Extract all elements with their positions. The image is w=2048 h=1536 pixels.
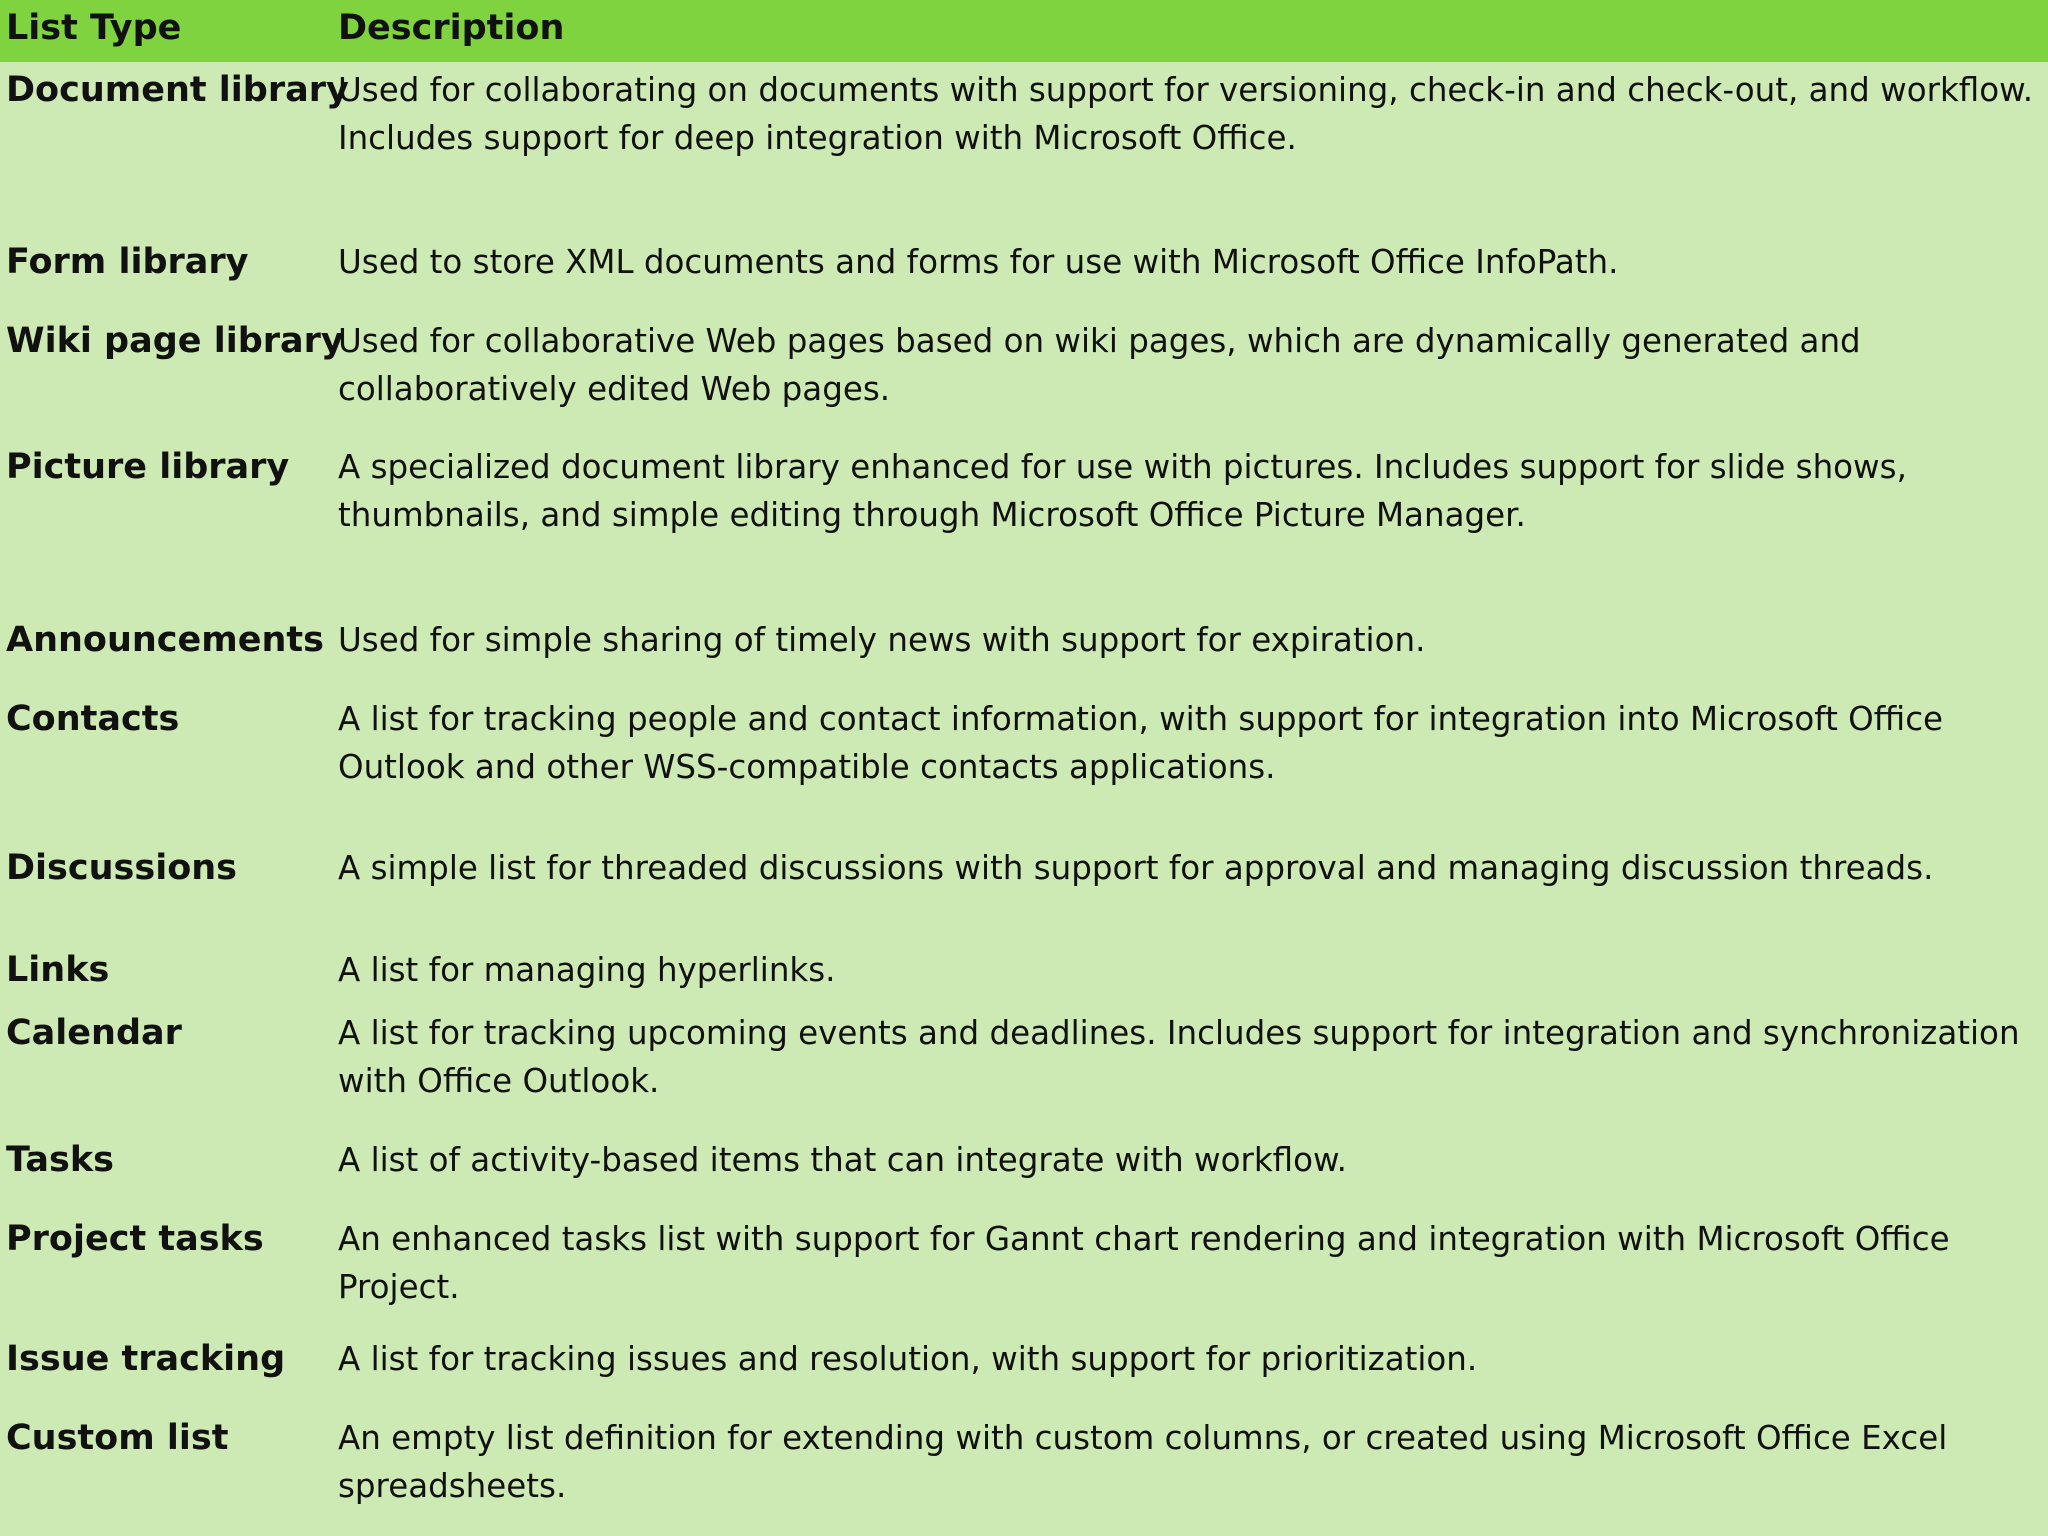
description-cell: A list for tracking issues and resolution, with support for prioritization. <box>338 1340 1478 1378</box>
description-cell: A simple list for threaded discussions with support for approval and managing discussion threads. <box>338 849 1934 887</box>
table-header <box>0 0 2048 62</box>
description-cell: A list for managing hyperlinks. <box>338 951 836 989</box>
list-type-cell: Tasks <box>6 1140 114 1180</box>
list-type-cell: Issue tracking <box>6 1339 286 1379</box>
description-cell: Used for collaborating on documents with support for versioning, check-in and check-out, and workflow. Includes support for deep integration with Microsoft Office. <box>338 71 2034 157</box>
description-cell: An empty list definition for extending with custom columns, or created using Microsoft Office Excel spreadsheets. <box>338 1419 1948 1505</box>
description-cell: Used for collaborative Web pages based on wiki pages, which are dynamically generated and collaboratively edited Web pages. <box>338 322 1861 408</box>
description-cell: Used to store XML documents and forms for use with Microsoft Office InfoPath. <box>338 243 1619 281</box>
list-type-cell: Wiki page library <box>6 321 344 361</box>
description-cell: A specialized document library enhanced for use with pictures. Includes support for slide shows, thumbnails, and simple editing through Microsoft Office Picture Manager. <box>338 448 1907 534</box>
description-cell: A list of activity-based items that can integrate with workflow. <box>338 1141 1347 1179</box>
list-type-cell: Form library <box>6 242 249 282</box>
description-cell: A list for tracking upcoming events and deadlines. Includes support for integration and synchronization with Office Outlook. <box>338 1014 2020 1100</box>
header-description: Description <box>338 8 565 48</box>
list-type-cell: Links <box>6 950 110 990</box>
description-cell: Used for simple sharing of timely news with support for expiration. <box>338 621 1426 659</box>
list-type-cell: Custom list <box>6 1418 229 1458</box>
header-list-type: List Type <box>6 8 182 48</box>
list-type-cell: Document library <box>6 70 349 110</box>
description-cell: An enhanced tasks list with support for Gannt chart rendering and integration with Microsoft Office Project. <box>338 1220 1950 1306</box>
description-cell: A list for tracking people and contact information, with support for integration into Microsoft Office Outlook and other WSS-compatible contacts applications. <box>338 700 1944 786</box>
list-type-cell: Contacts <box>6 699 180 739</box>
list-type-cell: Announcements <box>6 620 324 660</box>
list-type-cell: Project tasks <box>6 1219 264 1259</box>
list-type-cell: Discussions <box>6 848 238 888</box>
list-type-cell: Calendar <box>6 1013 182 1053</box>
list-type-cell: Picture library <box>6 447 290 487</box>
